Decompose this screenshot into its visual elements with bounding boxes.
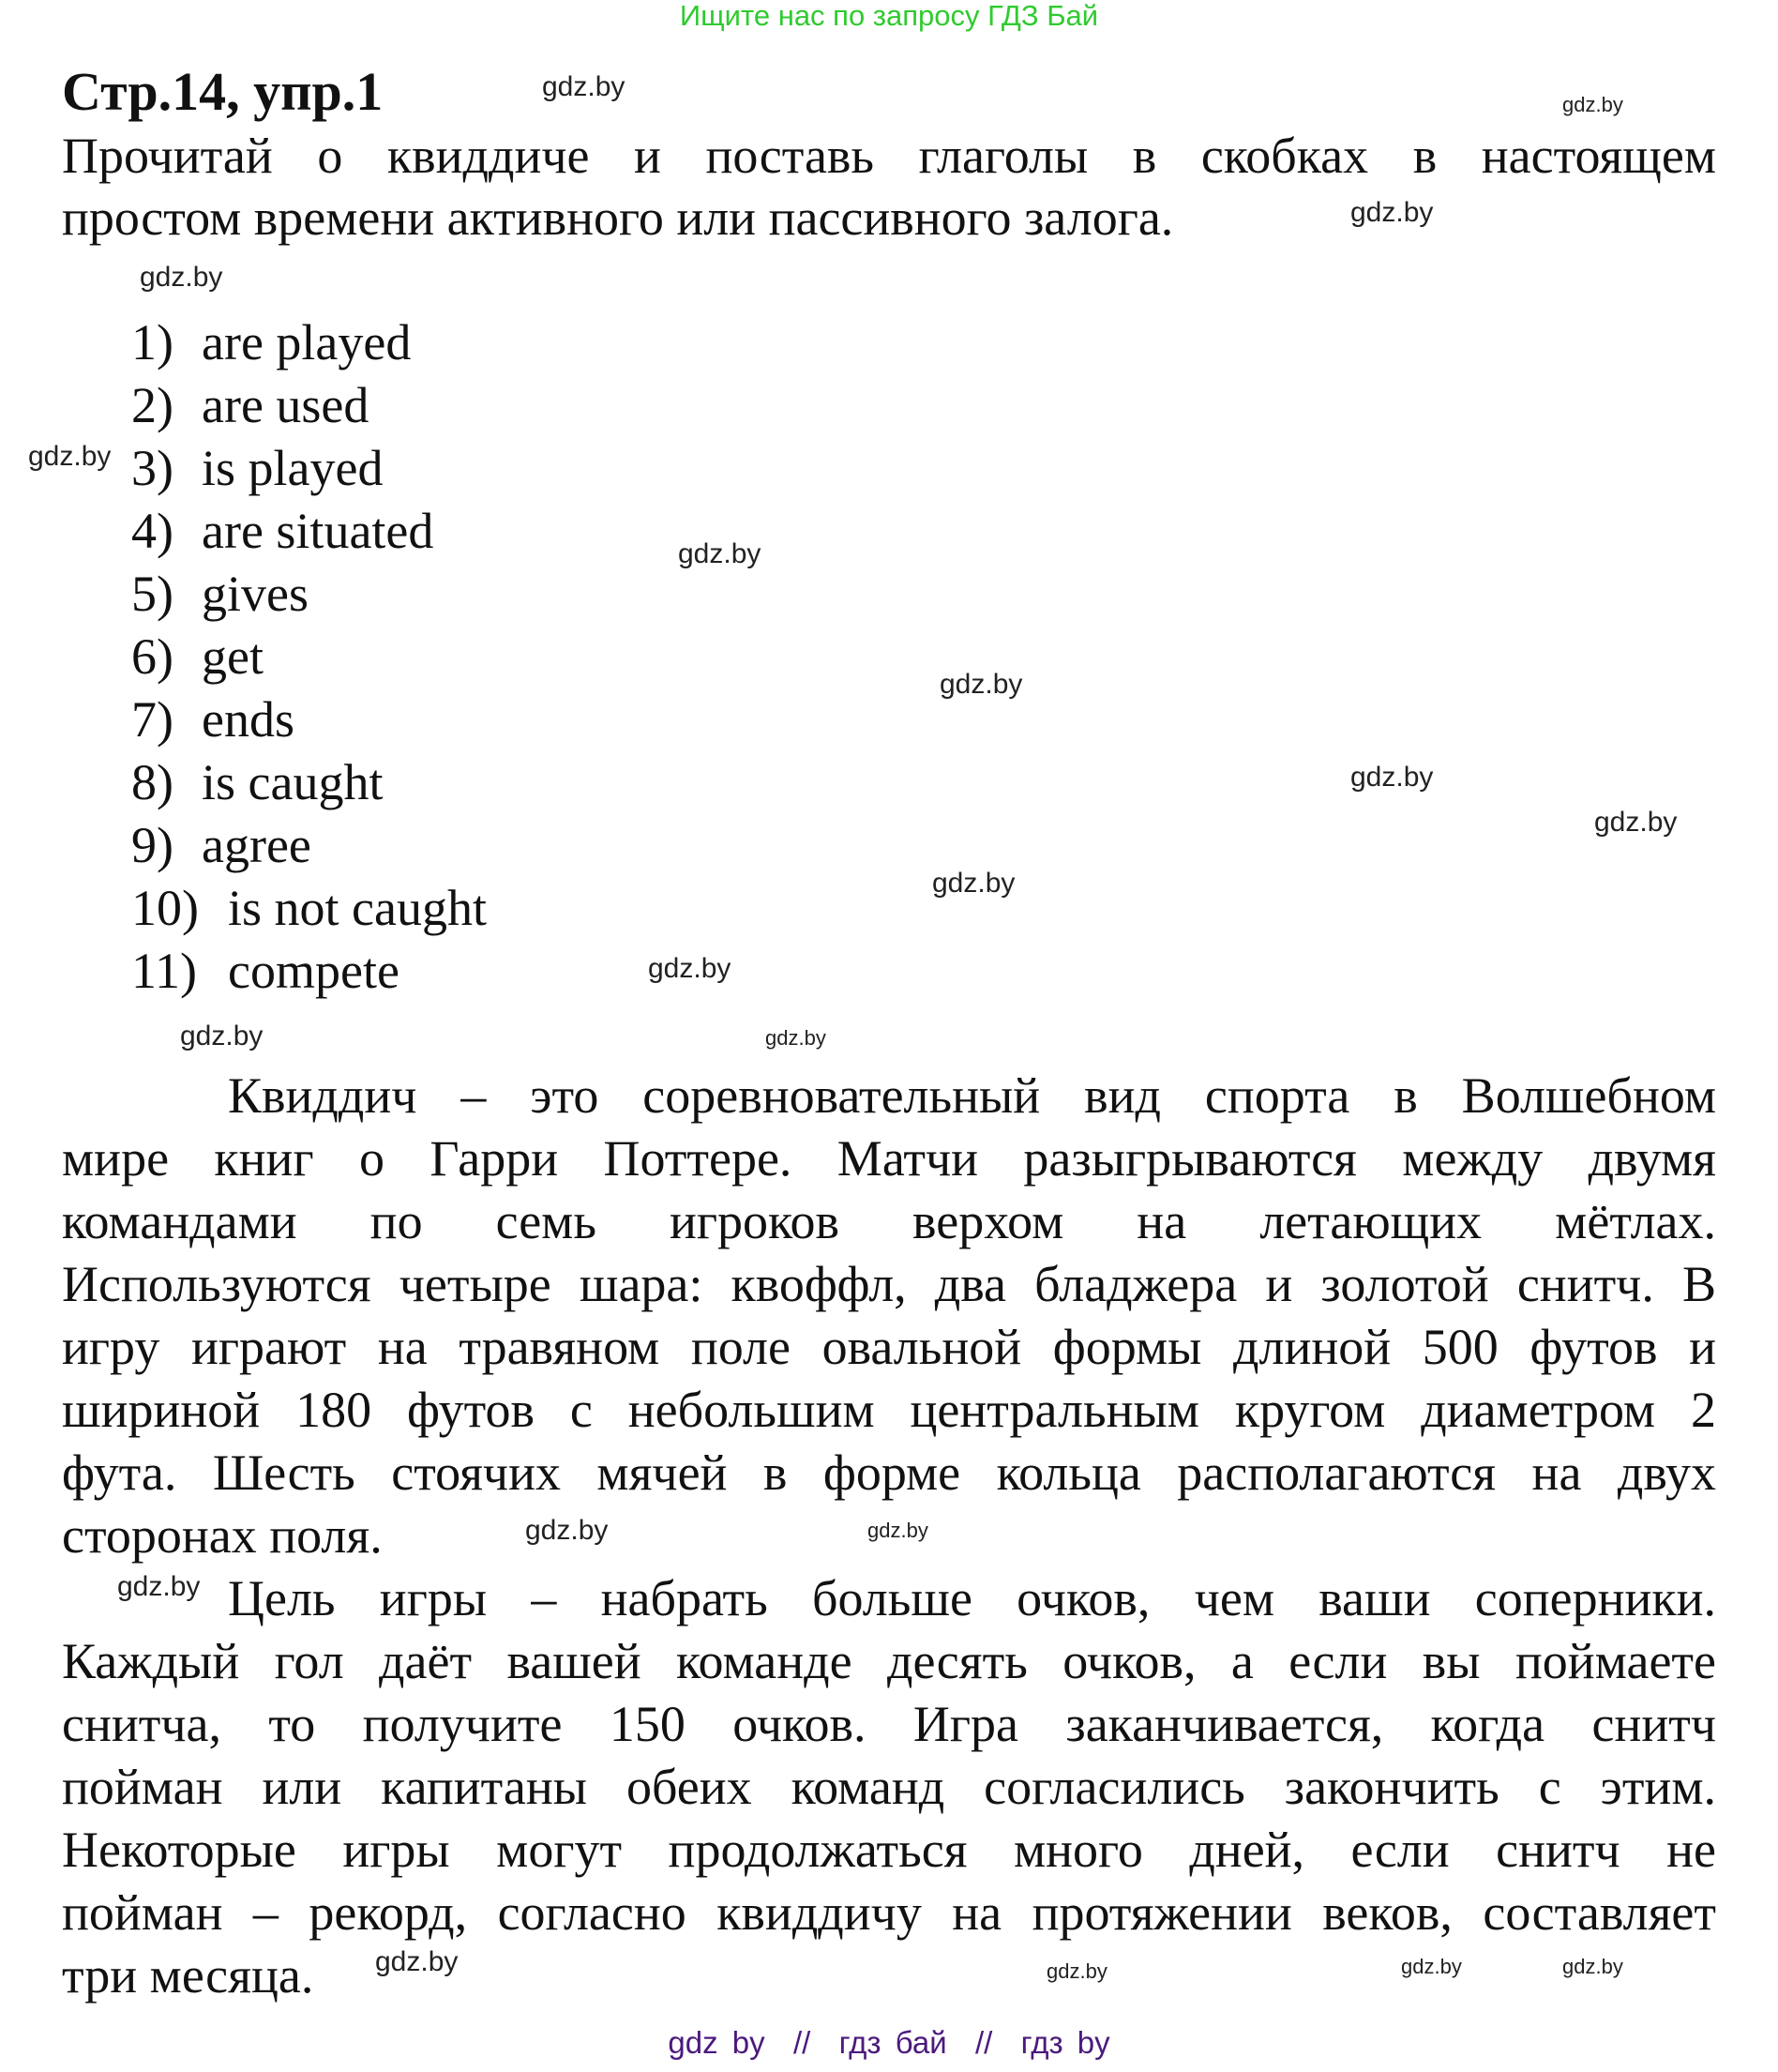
text-line: Квиддич – это соревновательный вид спорта в Волшебном	[228, 1067, 1716, 1124]
item-number: 4)	[131, 503, 173, 559]
item-text: compete	[228, 943, 399, 999]
watermark: gdz.by	[648, 953, 731, 984]
text-line: мире книг о Гарри Поттере. Матчи разыгрываются между двумя	[62, 1130, 1716, 1187]
watermark: gdz.by	[542, 71, 625, 102]
item-number: 10)	[131, 880, 199, 936]
item-text: is played	[202, 440, 384, 496]
text-line: шириной 180 футов с небольшим центральным кругом диаметром 2	[62, 1382, 1716, 1438]
item-text: are used	[202, 377, 369, 433]
text-line: пойман или капитаны обеих команд согласились закончить с этим.	[62, 1759, 1716, 1815]
item-number: 2)	[131, 377, 173, 433]
text-line: снитча, то получите 150 очков. Игра заканчивается, когда снитч	[62, 1696, 1716, 1752]
item-text: is not caught	[228, 880, 487, 936]
item-text: is caught	[202, 754, 384, 810]
text-line: командами по семь игроков верхом на летающих мётлах.	[62, 1193, 1716, 1249]
item-number: 8)	[131, 754, 173, 810]
watermark: gdz.by	[180, 1021, 264, 1051]
item-number: 9)	[131, 817, 173, 873]
watermark: gdz.by	[940, 669, 1023, 700]
watermark: gdz.by	[1047, 1959, 1107, 1983]
text-line: пойман – рекорд, согласно квиддичу на протяжении веков, составляет	[62, 1884, 1716, 1941]
text-line: фута. Шесть стоячих мячей в форме кольца располагаются на двух	[62, 1444, 1716, 1501]
watermark: gdz.by	[1401, 1955, 1462, 1978]
text-line: три месяца.	[62, 1947, 314, 2004]
item-number: 6)	[131, 628, 173, 685]
text-line: Каждый гол даёт вашей команде десять очков, а если вы поймаете	[62, 1633, 1716, 1689]
watermark: gdz.by	[1350, 197, 1434, 228]
watermark: gdz.by	[1594, 807, 1678, 838]
watermark: gdz.by	[28, 441, 112, 472]
item-number: 1)	[131, 314, 173, 371]
instruction-line: простом времени активного или пассивного залога.	[62, 189, 1174, 246]
search-banner: Ищите нас по запросу ГДЗ Бай	[679, 0, 1099, 32]
item-number: 3)	[131, 440, 173, 496]
item-text: are situated	[202, 503, 434, 559]
watermark: gdz.by	[525, 1515, 609, 1546]
instruction-line: Прочитай о квиддиче и поставь глаголы в скобках в настоящем	[62, 128, 1716, 184]
watermark: gdz.by	[1350, 762, 1434, 793]
text-line: игру играют на травяном поле овальной формы длиной 500 футов и	[62, 1319, 1716, 1375]
page-title: Стр.14, упр.1	[62, 61, 384, 122]
watermark: gdz.by	[1562, 93, 1623, 116]
item-text: agree	[202, 817, 311, 873]
watermark: gdz.by	[140, 262, 223, 293]
footer-links: gdz by // гдз бай // гдз by	[668, 2025, 1110, 2060]
item-text: gives	[202, 566, 309, 622]
text-line: Используются четыре шара: квоффл, два бладжера и золотой снитч. В	[62, 1256, 1716, 1312]
watermark: gdz.by	[867, 1519, 928, 1542]
watermark: gdz.by	[375, 1946, 459, 1977]
item-number: 5)	[131, 566, 173, 622]
text-line: Цель игры – набрать больше очков, чем ваши соперники.	[228, 1570, 1716, 1626]
watermark: gdz.by	[117, 1571, 201, 1602]
item-text: get	[202, 628, 264, 685]
watermark: gdz.by	[1562, 1955, 1623, 1978]
text-line: сторонах поля.	[62, 1507, 383, 1564]
watermark: gdz.by	[765, 1026, 826, 1050]
watermark: gdz.by	[932, 868, 1016, 899]
item-number: 11)	[131, 943, 197, 999]
item-text: are played	[202, 314, 412, 371]
watermark: gdz.by	[678, 538, 761, 569]
text-line: Некоторые игры могут продолжаться много дней, если снитч не	[62, 1822, 1716, 1878]
item-number: 7)	[131, 691, 173, 748]
item-text: ends	[202, 691, 294, 748]
